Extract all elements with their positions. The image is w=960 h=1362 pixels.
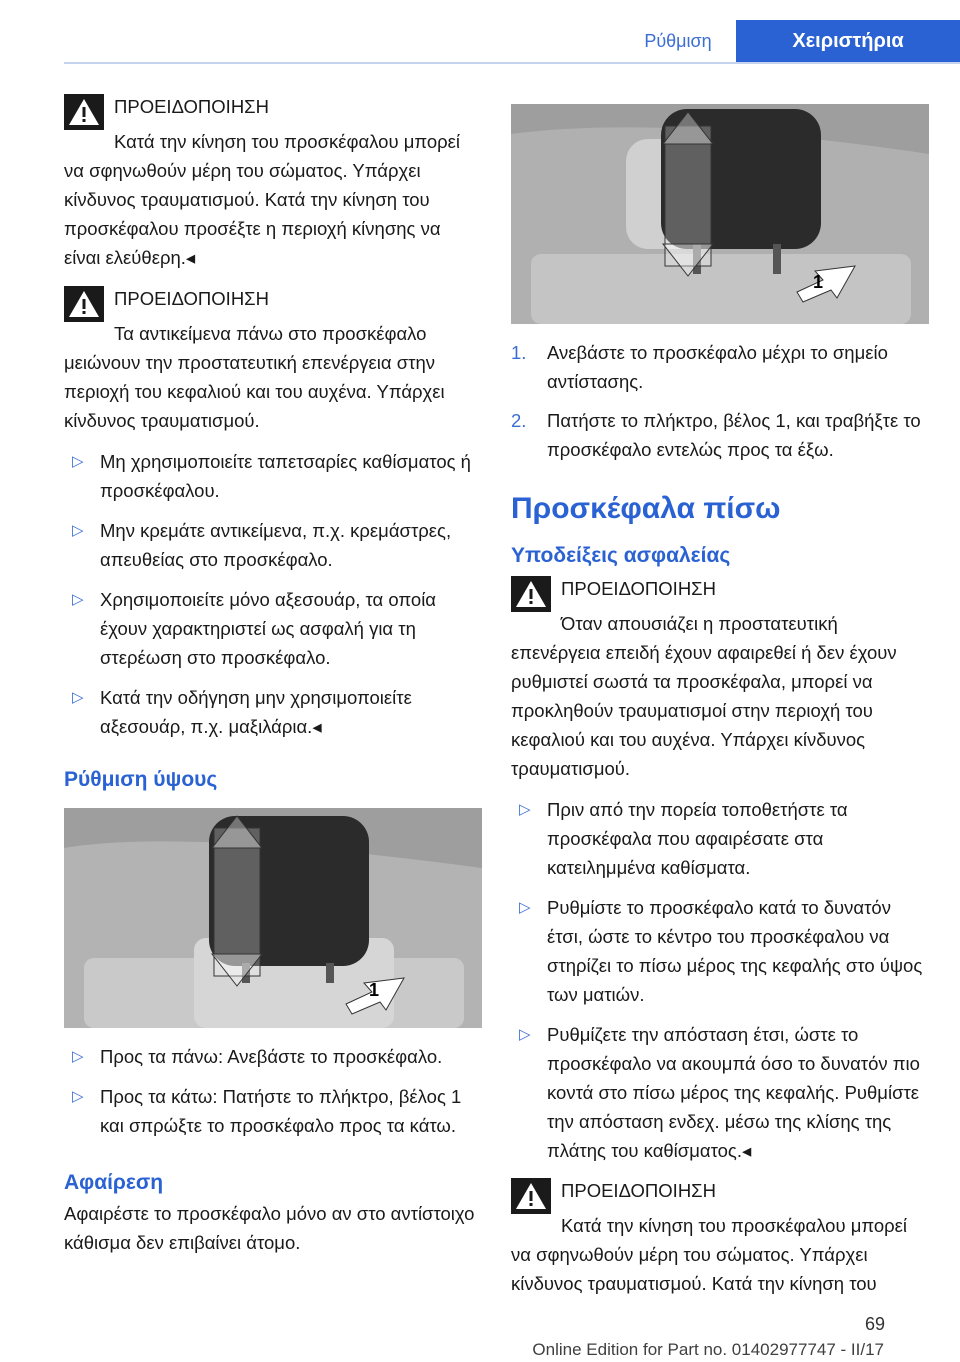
page-number: 69 [865, 1314, 886, 1334]
section-title: Προσκέφαλα πίσω [511, 492, 781, 525]
section-heading-removal: Αφαίρεση [64, 1171, 164, 1194]
triangle-bullet-icon: ▷ [72, 689, 84, 706]
triangle-bullet-icon: ▷ [519, 1026, 531, 1043]
list-item: ▷ Μην κρεμάτε αντικείμενα, π.χ. κρεμάστρες, απευθείας στο προσκέφαλο. [64, 516, 482, 574]
warning-text: Όταν απουσιάζει η προστατευτική επενέργεια επειδή έχουν αφαιρεθεί ή δεν έχουν ρυθμιστεί σωστά τα προσκέφαλα, μπορεί να προκληθούν τραυματισμοί στην περιοχή του κεφαλιού και του αυχένα. Υπάρχει κίνδυνος τραυματισμού. [511, 613, 897, 779]
headrest-removal-figure [511, 104, 929, 324]
list-item: ▷ Προς τα κάτω: Πατήστε το πλήκτρο, βέλος 1 και σπρώξτε το προσκέφαλο προς τα κάτω. [64, 1082, 482, 1140]
warning-title: ΠΡΟΕΙΔΟΠΟΙΗΣΗ [114, 288, 269, 309]
warning-block [511, 1176, 929, 1298]
right-column [511, 104, 929, 1310]
step-number: 1. [511, 342, 527, 363]
footer-edition: Online Edition for Part no. 01402977747 - II/17 [532, 1340, 884, 1359]
warning-text: Κατά την κίνηση του προσκέφαλου μπορεί να σφηνωθούν μέρη του σώματος. Υπάρχει κίνδυνος τραυματισμού. Κατά την κίνηση του προσκέφαλου προσέξτε η περιοχή κίνησης να είναι ελεύθερη.◂ [64, 131, 461, 268]
triangle-bullet-icon: ▷ [519, 801, 531, 818]
figure-callout-1: 1 [369, 980, 380, 1000]
warning-icon [64, 286, 104, 322]
section-heading-height: Ρύθμιση ύψους [64, 768, 218, 791]
warning-bullet-list [64, 447, 482, 741]
list-item: ▷ Κατά την οδήγηση μην χρησιμοποιείτε αξεσουάρ, π.χ. μαξιλάρια.◂ [64, 683, 482, 741]
triangle-bullet-icon: ▷ [72, 591, 84, 608]
triangle-bullet-icon: ▷ [72, 1088, 84, 1105]
height-bullet-list [64, 1042, 482, 1140]
header-rule [64, 62, 960, 64]
warning-text: Κατά την κίνηση του προσκέφαλου μπορεί να σφηνωθούν μέρη του σώματος. Υπάρχει κίνδυνος τραυματισμού. Κατά την κίνηση του [511, 1215, 908, 1294]
warning-title: ΠΡΟΕΙΔΟΠΟΙΗΣΗ [561, 578, 716, 599]
list-item: 1. Ανεβάστε το προσκέφαλο μέχρι το σημείο αντίστασης. [511, 338, 929, 396]
warning-icon [511, 576, 551, 612]
list-item: ▷ Χρησιμοποιείτε μόνο αξεσουάρ, τα οποία έχουν χαρακτηριστεί ως ασφαλή για τη στερέωση στο προσκέφαλο. [64, 585, 482, 672]
warning-title: ΠΡΟΕΙΔΟΠΟΙΗΣΗ [114, 96, 269, 117]
list-item: ▷ Ρυθμίστε το προσκέφαλο κατά το δυνατόν έτσι, ώστε το κέντρο του προσκέφαλου να στηρίζει το πίσω μέρος της κεφαλής στο ύψος των ματιών. [511, 893, 929, 1009]
triangle-bullet-icon: ▷ [519, 899, 531, 916]
warning-icon [511, 1178, 551, 1214]
list-item: ▷ Μη χρησιμοποιείτε ταπετσαρίες καθίσματος ή προσκέφαλου. [64, 447, 482, 505]
headrest-height-figure [64, 808, 482, 1028]
step-number: 2. [511, 410, 527, 431]
left-column [64, 92, 482, 1257]
warning-bullet-list [511, 795, 929, 1165]
header-tab-controls: Χειριστήρια [736, 20, 960, 62]
removal-steps [511, 338, 929, 464]
warning-block [64, 284, 482, 435]
list-item: ▷ Ρυθμίζετε την απόσταση έτσι, ώστε το προσκέφαλο να ακουμπά όσο το δυνατόν πιο κοντά στο πίσω μέρος της κεφαλής. Ρυθμίστε την απόσταση ενδεχ. μέσω της κλίσης της πλάτης του καθίσματος.◂ [511, 1020, 929, 1165]
section-heading-safety: Υποδείξεις ασφαλείας [511, 544, 731, 567]
figure-callout-1: 1 [813, 272, 824, 292]
list-item: ▷ Προς τα πάνω: Ανεβάστε το προσκέφαλο. [64, 1042, 482, 1071]
warning-block [511, 574, 929, 783]
list-item: ▷ Πριν από την πορεία τοποθετήστε τα προσκέφαλα που αφαιρέσατε στα κατειλημμένα καθίσματα. [511, 795, 929, 882]
triangle-bullet-icon: ▷ [72, 453, 84, 470]
removal-text: Αφαιρέστε το προσκέφαλο μόνο αν στο αντίστοιχο κάθισμα δεν επιβαίνει άτομο. [64, 1203, 475, 1253]
header-tab-setup: Ρύθμιση [644, 30, 712, 51]
triangle-bullet-icon: ▷ [72, 1048, 84, 1065]
warning-icon [64, 94, 104, 130]
triangle-bullet-icon: ▷ [72, 522, 84, 539]
warning-title: ΠΡΟΕΙΔΟΠΟΙΗΣΗ [561, 1180, 716, 1201]
warning-block [64, 92, 482, 272]
list-item: 2. Πατήστε το πλήκτρο, βέλος 1, και τραβήξτε το προσκέφαλο εντελώς προς τα έξω. [511, 406, 929, 464]
warning-text: Τα αντικείμενα πάνω στο προσκέφαλο μειώνουν την προστατευτική επενέργεια στην περιοχή του κεφαλιού και του αυχένα. Υπάρχει κίνδυνος τραυματισμού. [64, 323, 445, 431]
